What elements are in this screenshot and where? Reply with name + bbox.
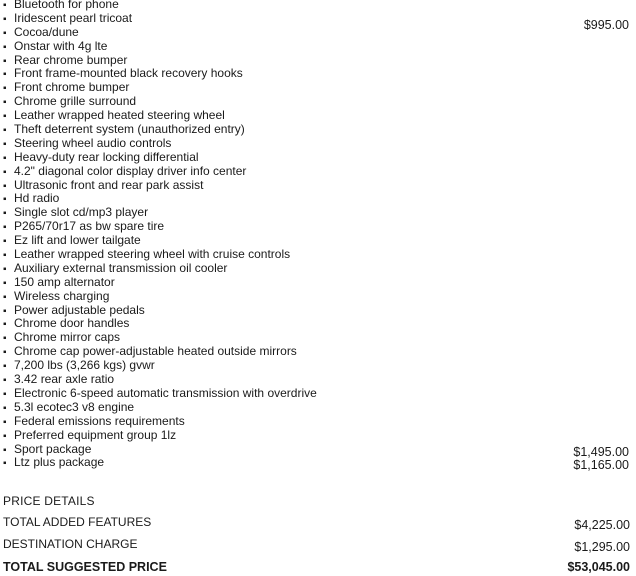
feature-label: Single slot cd/mp3 player	[14, 205, 149, 220]
price-details-heading: PRICE DETAILS	[3, 494, 95, 508]
bullet-icon: ▪	[3, 69, 7, 81]
feature-label: 7,200 lbs (3,266 kgs) gvwr	[14, 358, 155, 373]
feature-label: 150 amp alternator	[14, 274, 115, 289]
feature-label: Leather wrapped steering wheel with cruise controls	[14, 247, 291, 262]
total-suggested-price-row	[3, 560, 630, 574]
feature-label: Front frame-mounted black recovery hooks	[14, 66, 243, 81]
destination-charge-value: $1,295.00	[574, 540, 630, 554]
bullet-icon: ▪	[3, 319, 7, 331]
feature-item	[3, 40, 633, 54]
feature-label: Ez lift and lower tailgate	[14, 233, 141, 248]
bullet-icon: ▪	[3, 194, 7, 206]
feature-label: Theft deterrent system (unauthorized entry)	[14, 122, 245, 137]
feature-item	[3, 137, 633, 151]
feature-label: Chrome door handles	[14, 316, 130, 331]
feature-price: $1,495.00	[573, 444, 629, 459]
destination-charge-row	[3, 537, 630, 554]
bullet-icon: ▪	[3, 333, 7, 345]
bullet-icon: ▪	[3, 263, 7, 275]
bullet-icon: ▪	[3, 347, 7, 359]
feature-item	[3, 345, 633, 359]
feature-label: Ultrasonic front and rear park assist	[14, 177, 204, 192]
bullet-icon: ▪	[3, 0, 7, 11]
total-suggested-price-value: $53,045.00	[567, 560, 630, 574]
feature-item	[3, 192, 633, 206]
bullet-icon: ▪	[3, 361, 7, 373]
feature-item	[3, 151, 633, 165]
feature-item	[3, 54, 633, 68]
feature-item	[3, 373, 633, 387]
feature-label: P265/70r17 as bw spare tire	[14, 219, 165, 234]
bullet-icon: ▪	[3, 402, 7, 414]
bullet-icon: ▪	[3, 277, 7, 289]
bullet-icon: ▪	[3, 27, 7, 39]
feature-label: Heavy-duty rear locking differential	[14, 149, 199, 164]
feature-item	[3, 317, 633, 331]
bullet-icon: ▪	[3, 430, 7, 442]
feature-label: Federal emissions requirements	[14, 413, 185, 428]
feature-label: Bluetooth for phone	[14, 0, 119, 11]
bullet-icon: ▪	[3, 152, 7, 164]
bullet-icon: ▪	[3, 125, 7, 137]
feature-label: Cocoa/dune	[14, 24, 79, 39]
feature-label: Auxiliary external transmission oil cooler	[14, 260, 228, 275]
bullet-icon: ▪	[3, 55, 7, 67]
feature-item	[3, 276, 633, 290]
feature-item	[3, 331, 633, 345]
bullet-icon: ▪	[3, 97, 7, 109]
destination-charge-label: DESTINATION CHARGE	[3, 537, 138, 551]
feature-price: $995.00	[583, 17, 629, 32]
feature-item	[3, 290, 633, 304]
total-suggested-price-label: TOTAL SUGGESTED PRICE	[3, 560, 167, 574]
feature-label: Power adjustable pedals	[14, 302, 145, 317]
feature-item	[3, 234, 633, 248]
bullet-icon: ▪	[3, 375, 7, 387]
feature-item	[3, 123, 633, 137]
feature-label: Chrome grille surround	[14, 94, 137, 109]
feature-item	[3, 220, 633, 234]
feature-item	[3, 81, 633, 95]
feature-item	[3, 179, 633, 193]
bullet-icon: ▪	[3, 250, 7, 262]
bullet-icon: ▪	[3, 138, 7, 150]
feature-item	[3, 429, 633, 443]
feature-item	[3, 206, 633, 220]
feature-label: Iridescent pearl tricoat	[14, 10, 133, 25]
feature-label: Sport package	[14, 441, 92, 456]
feature-item	[3, 304, 633, 318]
feature-item	[3, 109, 633, 123]
feature-label: Wireless charging	[14, 288, 110, 303]
feature-label: 3.42 rear axle ratio	[14, 372, 115, 387]
feature-item	[3, 95, 633, 109]
feature-label: Rear chrome bumper	[14, 52, 128, 67]
feature-item	[3, 26, 633, 40]
bullet-icon: ▪	[3, 41, 7, 53]
feature-item	[3, 401, 633, 415]
feature-item	[3, 387, 633, 401]
total-added-features-label: TOTAL ADDED FEATURES	[3, 515, 152, 529]
feature-item	[3, 67, 633, 81]
feature-label: Preferred equipment group 1lz	[14, 427, 177, 442]
feature-item	[3, 165, 633, 179]
feature-label: Onstar with 4g lte	[14, 38, 108, 53]
feature-item	[3, 359, 633, 373]
bullet-icon: ▪	[3, 444, 7, 456]
bullet-icon: ▪	[3, 208, 7, 220]
feature-item	[3, 248, 633, 262]
bullet-icon: ▪	[3, 236, 7, 248]
total-added-features-row	[3, 515, 630, 532]
bullet-icon: ▪	[3, 305, 7, 317]
bullet-icon: ▪	[3, 180, 7, 192]
feature-label: Steering wheel audio controls	[14, 135, 172, 150]
bullet-icon: ▪	[3, 458, 7, 470]
feature-item	[3, 415, 633, 429]
total-added-features-value: $4,225.00	[574, 518, 630, 532]
feature-label: Leather wrapped heated steering wheel	[14, 108, 225, 123]
feature-label: 5.3l ecotec3 v8 engine	[14, 399, 135, 414]
bullet-icon: ▪	[3, 13, 7, 25]
bullet-icon: ▪	[3, 83, 7, 95]
bullet-icon: ▪	[3, 166, 7, 178]
feature-price: $1,165.00	[573, 458, 629, 473]
bullet-icon: ▪	[3, 416, 7, 428]
feature-label: Chrome mirror caps	[14, 330, 121, 345]
feature-label: Chrome cap power-adjustable heated outside mirrors	[14, 344, 297, 359]
feature-item	[3, 455, 633, 473]
feature-label: Electronic 6-speed automatic transmission with overdrive	[14, 385, 317, 400]
feature-item	[3, 443, 633, 457]
feature-item	[3, 262, 633, 276]
feature-list	[3, 0, 633, 473]
bullet-icon: ▪	[3, 222, 7, 234]
feature-label: Front chrome bumper	[14, 80, 130, 95]
bullet-icon: ▪	[3, 111, 7, 123]
feature-label: 4.2" diagonal color display driver info center	[14, 163, 247, 178]
bullet-icon: ▪	[3, 388, 7, 400]
feature-label: Hd radio	[14, 191, 60, 206]
bullet-icon: ▪	[3, 291, 7, 303]
feature-label: Ltz plus package	[14, 455, 105, 470]
